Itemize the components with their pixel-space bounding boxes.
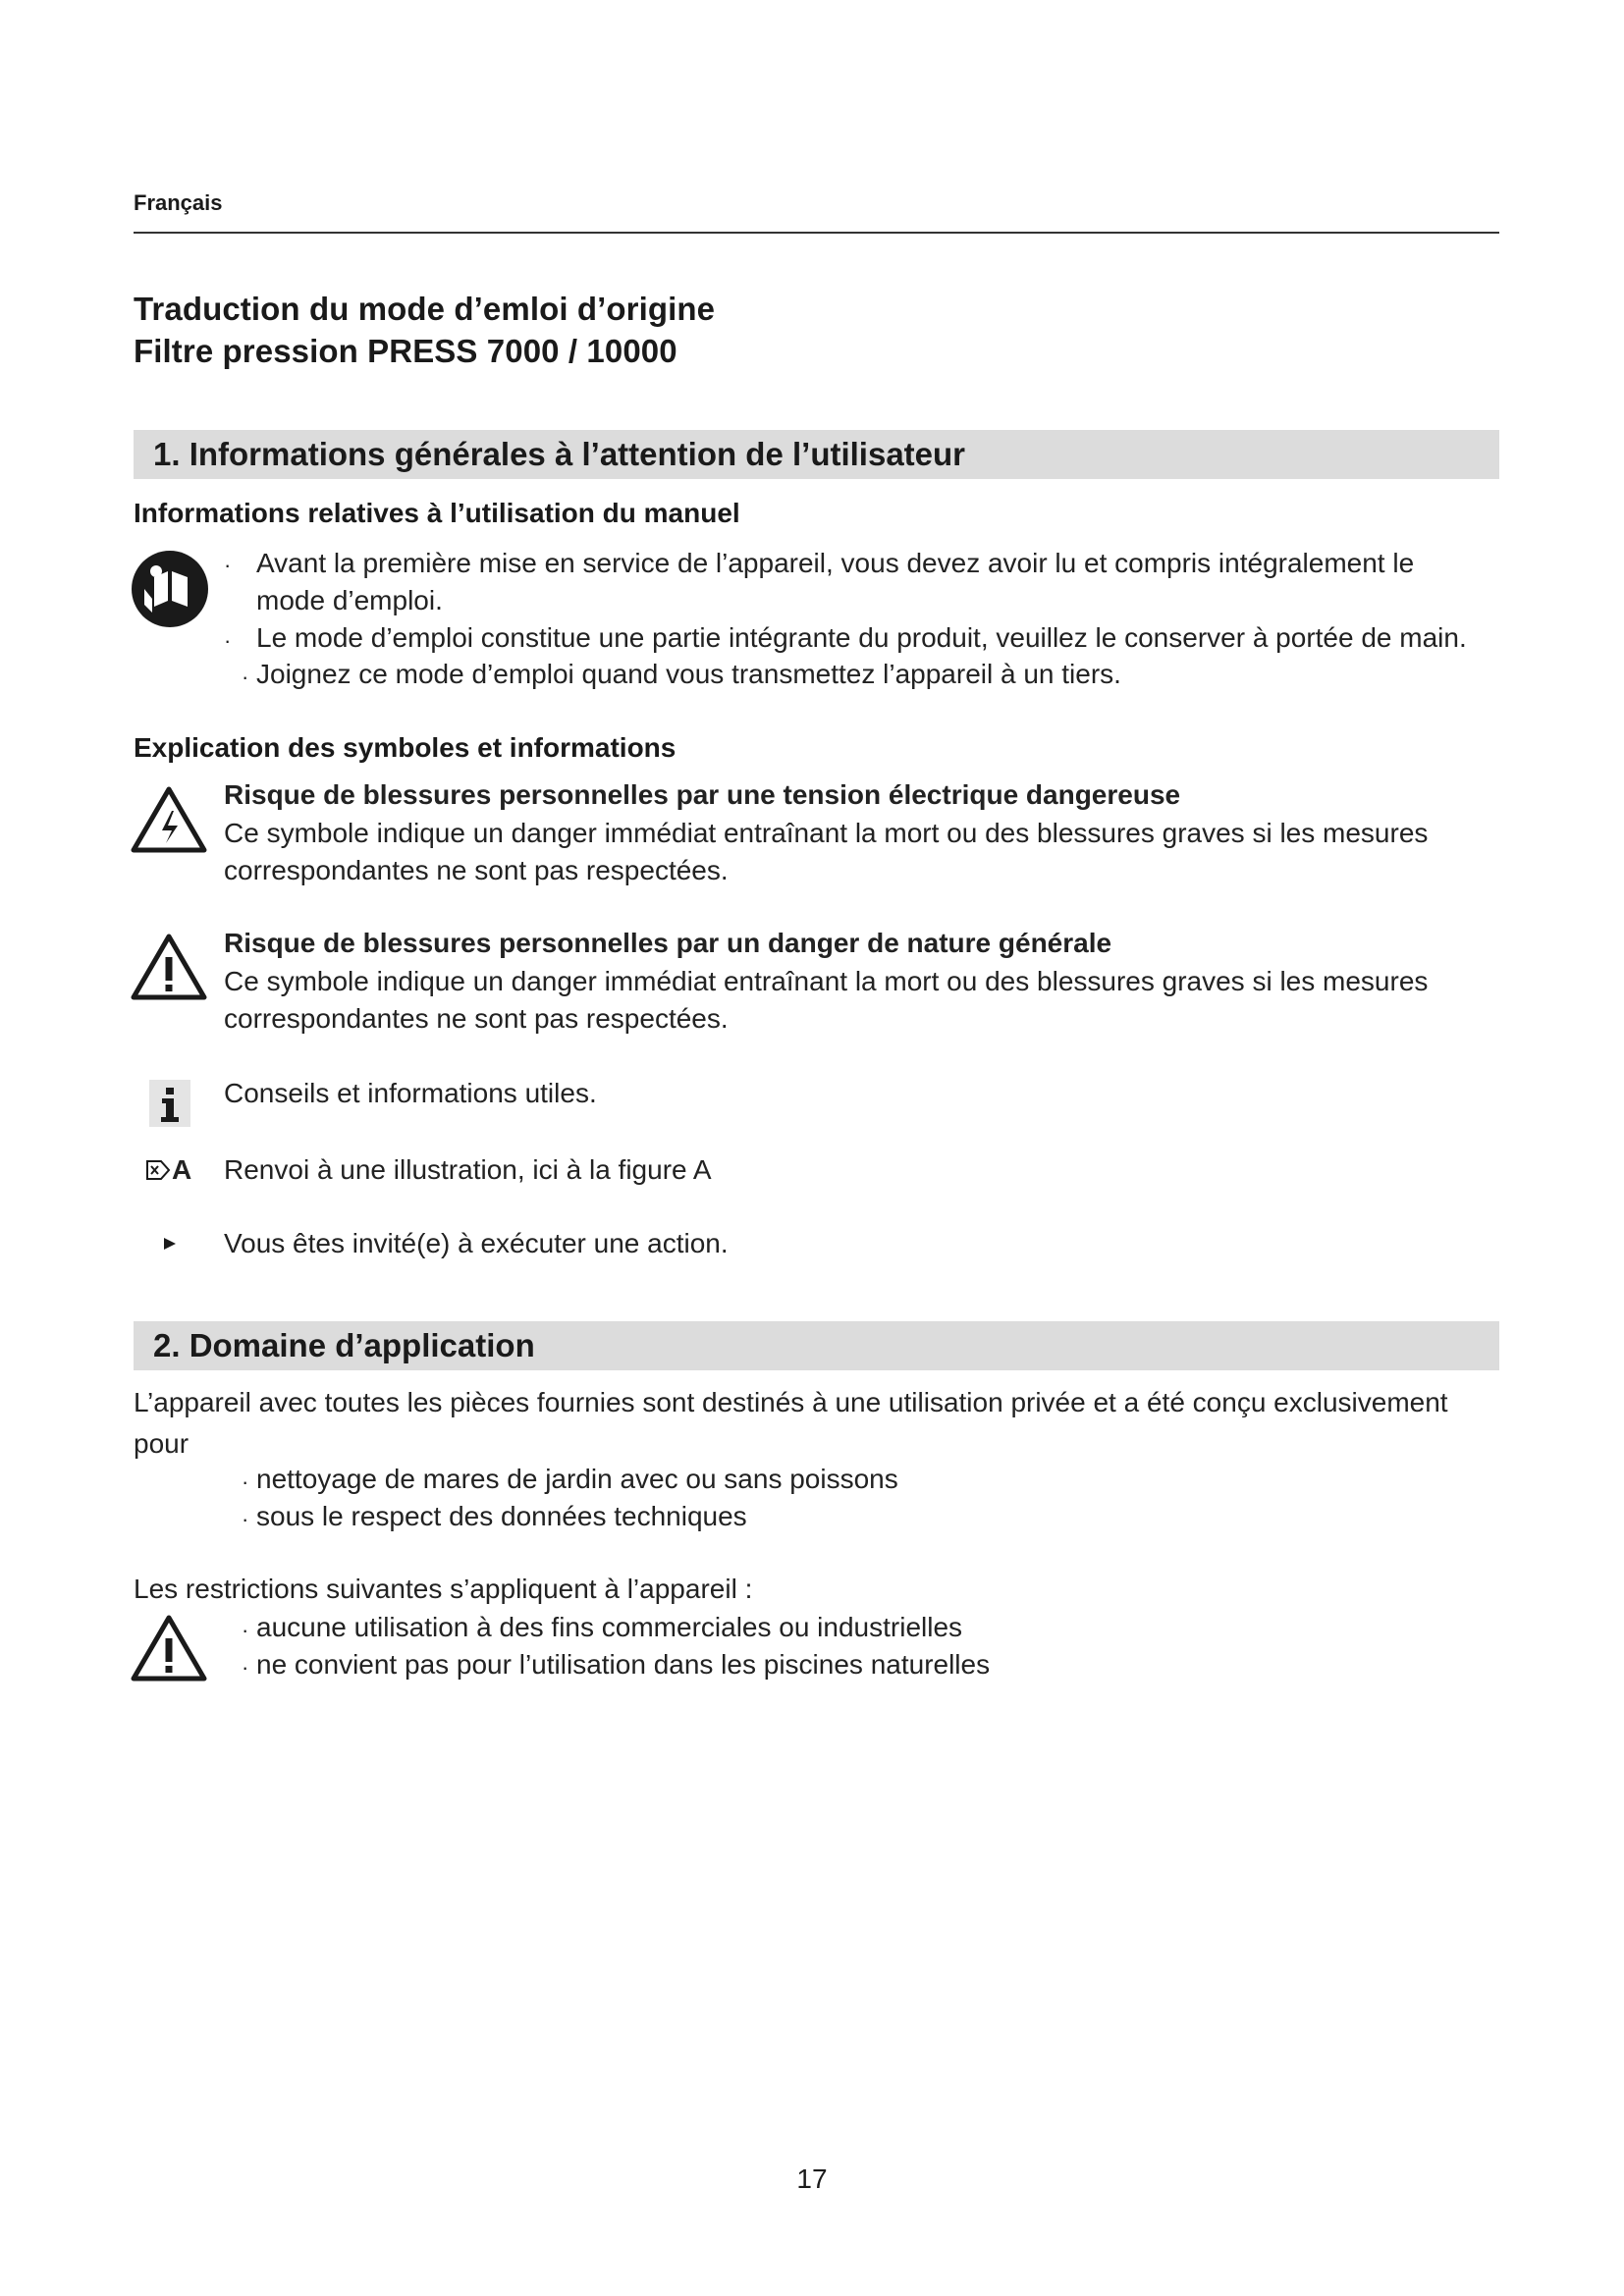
- general-hazard-icon: [131, 934, 207, 1000]
- document-title: Traduction du mode d’emloi d’origine: [134, 291, 716, 327]
- application-intro-line1: L’appareil avec toutes les pièces fournies sont destinés à une utilisation privée et a été conçu exclusivement: [134, 1387, 1448, 1417]
- figure-reference-marker: A: [172, 1154, 192, 1185]
- section-2-heading-bar: [134, 1321, 1499, 1370]
- use-item-2: sous le respect des données techniques: [256, 1501, 747, 1531]
- bullet-dot: ·: [242, 1618, 249, 1642]
- symbols-subheading: Explication des symboles et informations: [134, 732, 677, 763]
- section-2-heading: 2. Domaine d’application: [153, 1327, 535, 1363]
- manual-info-subheading: Informations relatives à l’utilisation du manuel: [134, 498, 740, 528]
- figure-reference-text: Renvoi à une illustration, ici à la figure A: [224, 1154, 712, 1185]
- general-hazard-line1: Ce symbole indique un danger immédiat entraînant la mort ou des blessures graves si les mesures: [224, 966, 1429, 996]
- header-rule: [134, 232, 1499, 234]
- figure-reference-icon: [145, 1159, 171, 1181]
- manual-bullet-1-cont: mode d’emploi.: [256, 585, 443, 615]
- bullet-dot: ·: [224, 628, 232, 653]
- bullet-dot: ·: [242, 1655, 249, 1680]
- action-text: Vous êtes invité(e) à exécuter une action.: [224, 1228, 729, 1258]
- document-subtitle: Filtre pression PRESS 7000 / 10000: [134, 333, 677, 369]
- restriction-item-1: aucune utilisation à des fins commerciales ou industrielles: [256, 1612, 963, 1642]
- use-item-1: nettoyage de mares de jardin avec ou sans poissons: [256, 1464, 898, 1494]
- electric-hazard-icon: [131, 786, 207, 853]
- bullet-dot: ·: [224, 553, 232, 577]
- bullet-dot: ·: [242, 1469, 249, 1494]
- electric-hazard-title: Risque de blessures personnelles par une tension électrique dangereuse: [224, 779, 1181, 810]
- language-label: Français: [134, 190, 223, 215]
- section-1-heading: 1. Informations générales à l’attention de l’utilisateur: [153, 436, 966, 472]
- restriction-hazard-icon: [131, 1615, 207, 1682]
- info-icon: [149, 1080, 190, 1127]
- application-intro-line2: pour: [134, 1428, 189, 1459]
- general-hazard-line2: correspondantes ne sont pas respectées.: [224, 1003, 729, 1034]
- restrictions-intro: Les restrictions suivantes s’appliquent à l’appareil :: [134, 1574, 753, 1604]
- electric-hazard-line1: Ce symbole indique un danger immédiat entraînant la mort ou des blessures graves si les mesures: [224, 818, 1429, 848]
- manual-bullet-1: Avant la première mise en service de l’appareil, vous devez avoir lu et compris intégralement le: [256, 548, 1415, 578]
- electric-hazard-line2: correspondantes ne sont pas respectées.: [224, 855, 729, 885]
- restriction-item-2: ne convient pas pour l’utilisation dans les piscines naturelles: [256, 1649, 991, 1680]
- bullet-dot: ·: [242, 665, 249, 689]
- page-number: 17: [796, 2163, 828, 2194]
- manual-bullet-2: Le mode d’emploi constitue une partie intégrante du produit, veuillez le conserver à portée de main.: [256, 622, 1467, 653]
- general-hazard-title: Risque de blessures personnelles par un danger de nature générale: [224, 928, 1112, 958]
- manual-bullet-3: Joignez ce mode d’emploi quand vous transmettez l’appareil à un tiers.: [256, 659, 1121, 689]
- section-1-heading-bar: [134, 430, 1499, 479]
- action-arrow-icon: [163, 1237, 177, 1251]
- info-text: Conseils et informations utiles.: [224, 1078, 597, 1108]
- bullet-dot: ·: [242, 1507, 249, 1531]
- read-manual-icon: [131, 550, 209, 628]
